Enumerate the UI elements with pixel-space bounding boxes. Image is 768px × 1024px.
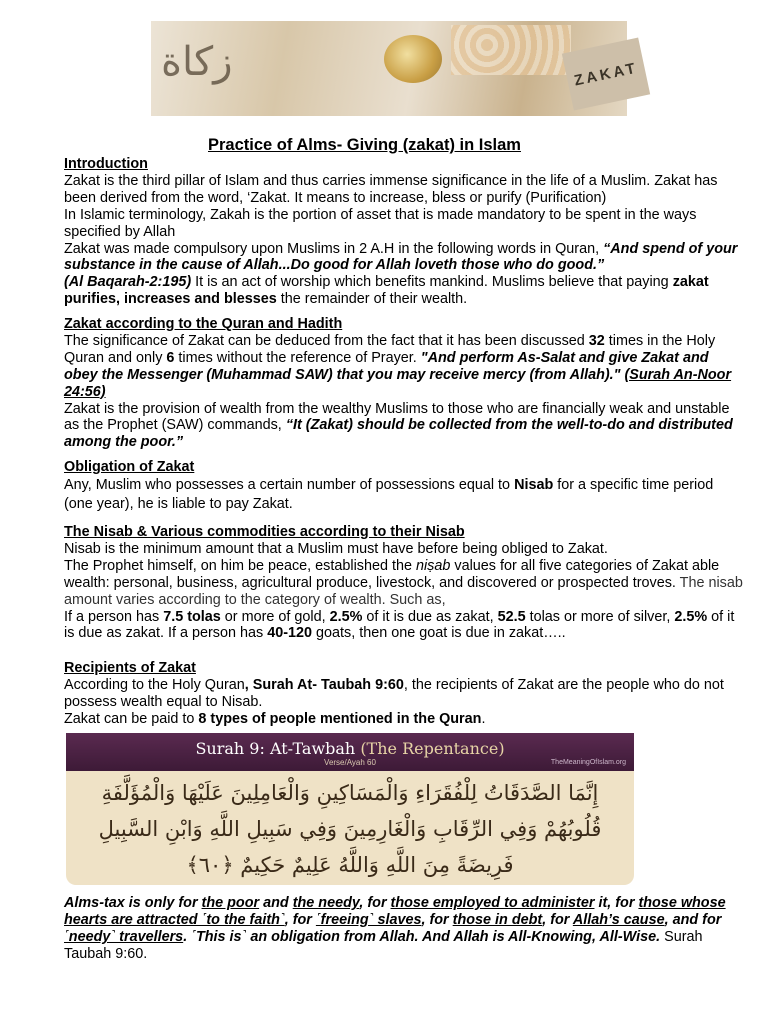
section-obligation — [64, 459, 744, 514]
site-watermark: TheMeaningOfIslam.org — [550, 759, 626, 766]
paragraph: Zakat is the third pillar of Islam and thus carries immense significance in the life of a Muslim. Zakat has been derived from the word, ‘Zakat. It means to increase, bless or purify (Purification) — [64, 172, 718, 206]
paragraph: The Prophet himself, on him be peace, established the niṣab values for all five categories of Zakat able wealth: personal, business, agricultural produce, livestock, and discovered or prospected troves. The nisab amount varies according to the category of wealth. Such as, — [64, 557, 743, 608]
ayah-label: Verse/Ayah 60 — [324, 758, 376, 767]
section-heading: Recipients of Zakat — [64, 660, 196, 676]
section-nisab — [64, 524, 744, 642]
verse-reference: Surah Taubah 9:60. — [64, 928, 703, 962]
zakat-tag-label: ZAKAT — [562, 38, 650, 111]
paragraph: Alms-tax is only for the poor and the needy, for those employed to administer it, for those whose hearts are attracted ˹to the faith˺, for ˹freeing˺ slaves, for those in debt, for Allah’s cause, and for ˹needy˺ travellers. ˹This is˺ an obligation from Allah. And Allah is All-Knowing, All-Wise. Surah Taubah 9:60. — [64, 895, 726, 962]
paragraph: Zakat can be paid to 8 types of people mentioned in the Quran. — [64, 710, 486, 727]
hadith-quote: “It (Zakat) should be collected from the well-to-do and distributed among the poor.” — [64, 417, 733, 451]
paragraph: The significance of Zakat can be deduced from the fact that it has been discussed 32 times in the Holy Quran and only 6 times without the reference of Prayer. "And perform As-Salat and give Zakat and obey the Messenger (Muhammad SAW) that you may receive mercy (from Allah)." (Surah An-Noor 24:56) — [64, 332, 732, 400]
banner-header — [66, 733, 634, 771]
section-quran-hadith — [64, 316, 744, 451]
paragraph: Zakat was made compulsory upon Muslims in 2 A.H in the following words in Quran, “And spend of your substance in the cause of Allah...Do good for Allah loveth those who do good.” (Al Baqarah-2:195) It is an act of worship which benefits mankind. Muslims believe that paying zakat purifies, increases and blesses the remainder of their wealth. — [64, 240, 738, 308]
coin-image — [384, 35, 442, 83]
quran-quote: “And spend of your substance in the cause of Allah...Do good for Allah loveth those who do good.” — [64, 240, 738, 274]
hero-image — [151, 21, 640, 116]
surah-subtitle: (The Repentance) — [360, 739, 505, 758]
paragraph: Zakat is the provision of wealth from the wealthy Muslims to those who are financially weak and unstable as the Prophet (SAW) commands, “It (Zakat) should be collected from the well-to-do and distributed among the poor.” — [64, 400, 733, 451]
calligraphy-art: زكاة — [161, 39, 233, 85]
surah-title: Surah 9: At-Tawbah — [195, 739, 361, 758]
paragraph: In Islamic terminology, Zakah is the portion of asset that is made mandatory to be spent in the ways specified by Allah — [64, 206, 697, 240]
grain-pile-image — [451, 25, 571, 75]
arabic-verse: إِنَّمَا الصَّدَقَاتُ لِلْفُقَرَاءِ وَالْمَسَاكِينِ وَالْعَامِلِينَ عَلَيْهَا وَالْمُؤَلَّفَةِ قُلُوبُهُمْ وَفِي الرِّقَابِ وَالْغَارِمِينَ وَفِي سَبِيلِ اللَّهِ وَابْنِ السَّبِيلِ فَرِيضَةً مِنَ اللَّهِ وَاللَّهُ عَلِيمٌ حَكِيمٌ ﴿٦٠﴾ — [98, 781, 602, 877]
section-recipients — [64, 660, 744, 728]
section-heading: The Nisab & Various commodities according to their Nisab — [64, 524, 465, 540]
page-title: Practice of Alms- Giving (zakat) in Islam — [208, 136, 521, 154]
section-introduction — [64, 156, 744, 308]
quran-quote: "And perform As-Salat and give Zakat and obey the Messenger (Muhammad SAW) that you may receive mercy (from Allah)." — [64, 349, 709, 383]
paragraph: If a person has 7.5 tolas or more of gold, 2.5% of it is due as zakat, 52.5 tolas or more of silver, 2.5% of it is due as zakat. If a person has 40-120 goats, then one goat is due in zakat….. — [64, 608, 735, 642]
section-heading: Introduction — [64, 156, 148, 172]
section-heading: Zakat according to the Quran and Hadith — [64, 316, 343, 332]
section-heading: Obligation of Zakat — [64, 459, 195, 475]
quran-reference: (Surah An-Noor 24:56) — [64, 366, 732, 400]
paragraph: Nisab is the minimum amount that a Muslim must have before being obliged to Zakat. — [64, 540, 608, 557]
paragraph: According to the Holy Quran, Surah At- Taubah 9:60, the recipients of Zakat are the people who do not possess wealth equal to Nisab. — [64, 676, 724, 710]
paragraph: Any, Muslim who possesses a certain number of possessions equal to Nisab for a specific time period (one year), he is liable to pay Zakat. — [64, 476, 714, 512]
surah-banner-image — [66, 733, 634, 885]
quran-reference: (Al Baqarah-2:195) — [64, 274, 192, 291]
verse-translation — [64, 895, 744, 963]
